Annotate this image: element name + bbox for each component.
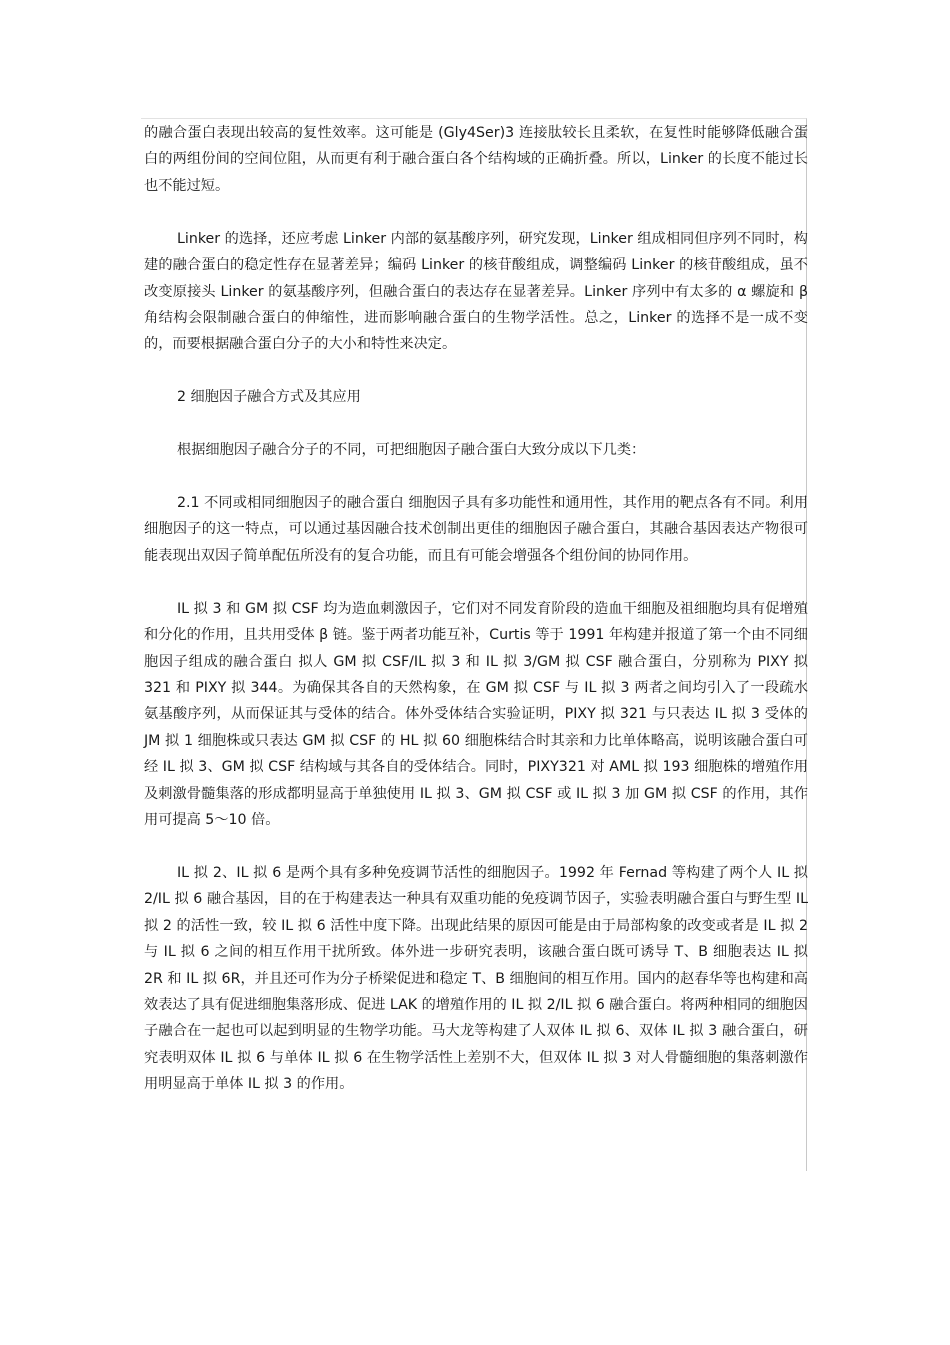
paragraph-linker-length: 的融合蛋白表现出较高的复性效率。这可能是 (Gly4Ser)3 连接肽较长且柔软，在复性时能够降低融合蛋白的两组份间的空间位阻，从而更有利于融合蛋白各个结构域的正确折叠。所以，Linker 的长度不能过长也不能过短。 [144,125,808,194]
paragraph-classification: 根据细胞因子融合分子的不同，可把细胞因子融合蛋白大致分成以下几类： [177,442,646,459]
paragraph-il2-il6: IL 拟 2、IL 拟 6 是两个具有多种免疫调节活性的细胞因子。1992 年 Fernad 等构建了两个人 IL 拟 2/IL 拟 6 融合基因，目的在于构建表达一种具有双重功能的免疫调节因子，实验表明融合蛋白与野生型 IL 拟 2 的活性一致，较 IL 拟 6 活性中度下降。出现此结果的原因可能是由于局部构象的改变或者是 IL 拟 2 与 IL 拟 6 之间的相互作用干扰所致。体外进一步研究表明，该融合蛋白既可诱导 T、B 细胞表达 IL 拟 2R 和 IL 拟 6R，并且还可作为分子桥梁促进和稳定 T、B 细胞间的相互作用。国内的赵春华等也构建和高效表达了具有促进细胞集落形成、促进 LAK 的增殖作用的 IL 拟 2/IL 拟 6 融合蛋白。将两种相同的细胞因子融合在一起也可以起到明显的生物学功能。马大龙等构建了人双体 IL 拟 6、双体 IL 拟 3 融合蛋白，研究表明双体 IL 拟 6 与单体 IL 拟 6 在生物学活性上差别不大，但双体 IL 拟 3 对人骨髓细胞的集落刺激作用明显高于单体 IL 拟 3 的作用。 [144,864,808,1093]
paragraph-pixy321: IL 拟 3 和 GM 拟 CSF 均为造血刺激因子，它们对不同发育阶段的造血干细胞及祖细胞均具有促增殖和分化的作用，且共用受体 β 链。鉴于两者功能互补，Curtis 等于 1991 年构建并报道了第一个由不同细胞因子组成的融合蛋白 拟人 GM 拟 CSF/IL 拟 3 和 IL 拟 3/GM 拟 CSF 融合蛋白，分别称为 PIXY 拟 321 和 PIXY 拟 344。为确保其各自的天然构象，在 GM 拟 CSF 与 IL 拟 3 两者之间均引入了一段疏水氨基酸序列，从而保证其与受体的结合。体外受体结合实验证明，PIXY 拟 321 与只表达 IL 拟 3 受体的 JM 拟 1 细胞株或只表达 GM 拟 CSF 的 HL 拟 60 细胞株结合时其亲和力比单体略高，说明该融合蛋白可经 IL 拟 3、GM 拟 CSF 结构域与其各自的受体结合。同时，PIXY321 对 AML 拟 193 细胞株的增殖作用及刺激骨髓集落的形成都明显高于单独使用 IL 拟 3、GM 拟 CSF 或 IL 拟 3 加 GM 拟 CSF 的作用，其作用可提高 5～10 倍。 [144,600,808,829]
paragraph-linker-sequence: Linker 的选择，还应考虑 Linker 内部的氨基酸序列，研究发现，Linker 组成相同但序列不同时，构建的融合蛋白的稳定性存在显著差异；编码 Linker 的核苷酸组成，调整编码 Linker 的核苷酸组成，虽不改变原接头 Linker 的氨基酸序列，但融合蛋白的表达存在显著差异。Linker 序列中有太多的 α 螺旋和 β 角结构会限制融合蛋白的伸缩性，进而影响融合蛋白的生物学活性。总之，Linker 的选择不是一成不变的，而要根据融合蛋白分子的大小和特性来决定。 [144,230,808,353]
document-body [144,120,808,1098]
paragraph-subsection-2-1: 2.1 不同或相同细胞因子的融合蛋白 细胞因子具有多功能性和通用性，其作用的靶点各有不同。利用细胞因子的这一特点，可以通过基因融合技术创制出更佳的细胞因子融合蛋白，其融合基因表达产物很可能表现出双因子简单配伍所没有的复合功能，而且有可能会增强各个组份间的协同作用。 [144,495,808,564]
section-heading: 2 细胞因子融合方式及其应用 [177,389,361,406]
